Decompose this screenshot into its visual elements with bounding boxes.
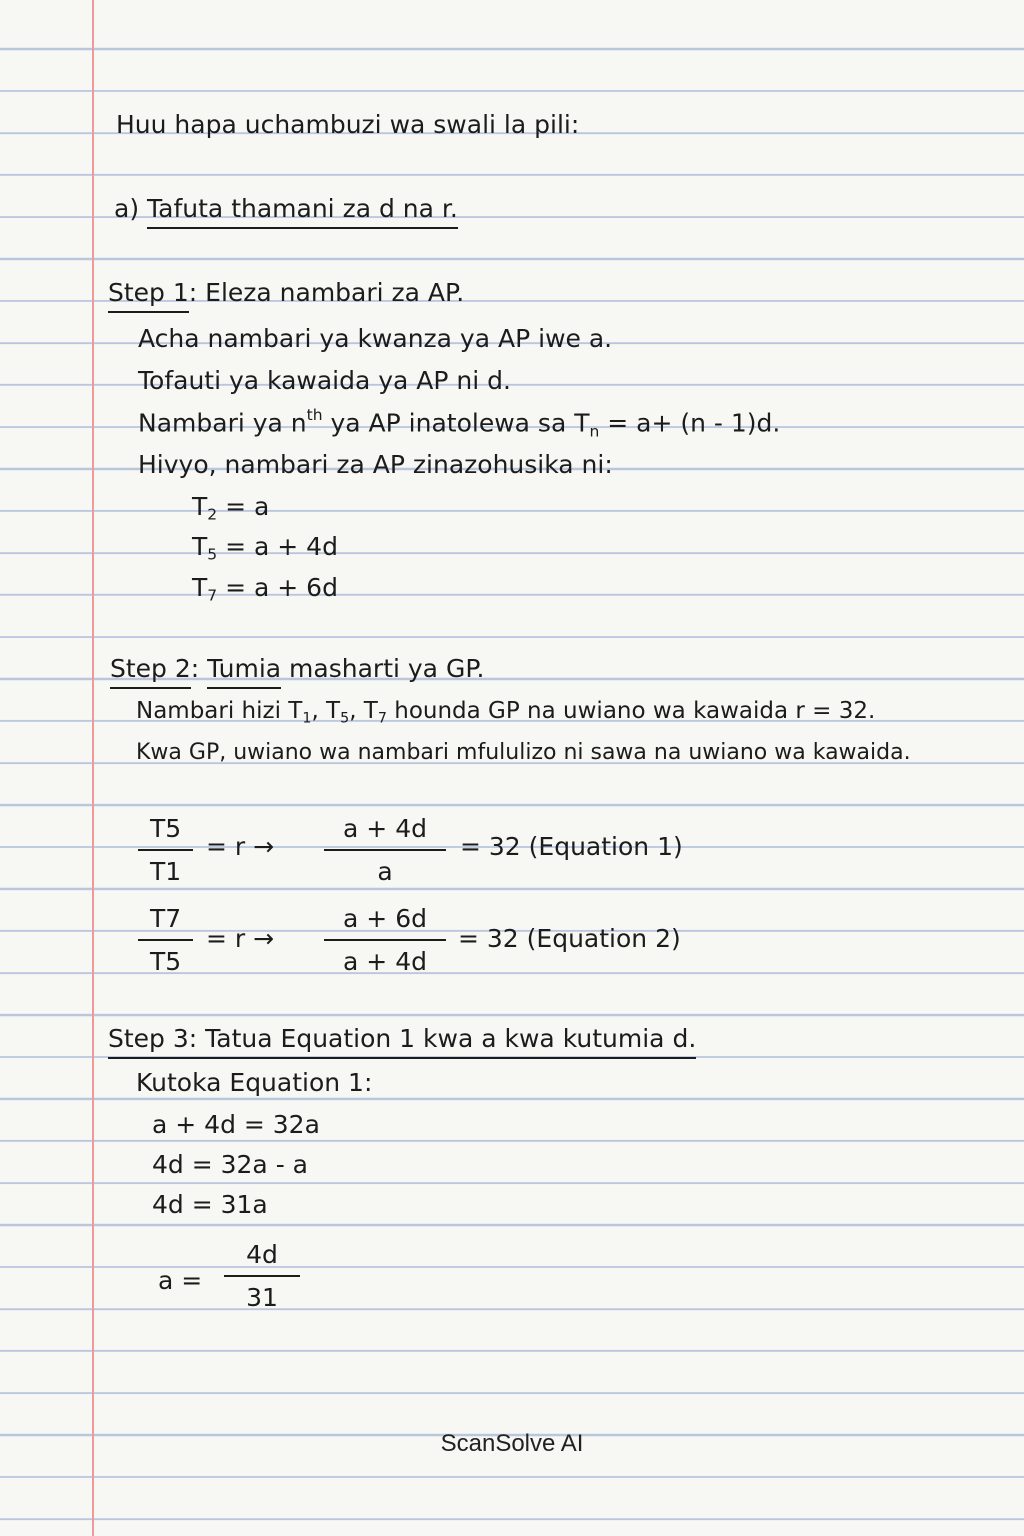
step3-final-lhs: a = (158, 1266, 203, 1295)
eq2-left-fraction (144, 904, 187, 976)
eq2-rhs: = 32 (Equation 2) (458, 924, 681, 953)
eq2-left-denominator: T5 (138, 939, 193, 976)
step2-line1-sep1: , T (311, 698, 341, 724)
step2-label: Step 2 (110, 654, 191, 689)
step3-line3: 4d = 32a - a (152, 1150, 308, 1179)
step1-eq-t2 (192, 494, 269, 523)
step1-line2: Tofauti ya kawaida ya AP ni d. (138, 366, 511, 395)
eq1-rhs: = 32 (Equation 1) (460, 832, 683, 861)
step1-line4: Hivyo, nambari za AP zinazohusika ni: (138, 450, 613, 479)
step2-line1-sub1: 1 (302, 710, 312, 727)
step1-line3-mid: ya AP inatolewa sa T (322, 408, 590, 438)
step2-title-post: masharti ya GP. (281, 654, 485, 683)
step1-eq-t7 (192, 575, 338, 604)
eq1-right-numerator: a + 4d (343, 814, 427, 843)
step3-line2: a + 4d = 32a (152, 1110, 320, 1139)
step1-line3-sub: n (589, 422, 600, 441)
step3-line1: Kutoka Equation 1: (136, 1068, 373, 1097)
eq-t5-sub: 5 (207, 545, 218, 564)
eq1-middle: = r → (206, 832, 275, 861)
step2-line1-post: hounda GP na uwiano wa kawaida r = 32. (386, 698, 876, 724)
eq1-right-denominator: a (324, 849, 446, 886)
step1-eq-t5 (192, 534, 338, 563)
step1-heading: Step 1: Eleza nambari za AP. (108, 280, 464, 305)
part-a-heading (114, 196, 458, 221)
eq-t7-symbol: T (192, 573, 208, 602)
eq1-left-denominator: T1 (138, 849, 193, 886)
eq-t2-sub: 2 (207, 505, 218, 524)
eq1-right-fraction (330, 814, 440, 886)
eq2-right-fraction (330, 904, 440, 976)
step1-line3-post: = a+ (n - 1)d. (599, 408, 781, 438)
step3-final-numerator: 4d (246, 1240, 278, 1269)
step1-line1: Acha nambari ya kwanza ya AP iwe a. (138, 324, 613, 353)
step3-heading: Step 3: Tatua Equation 1 kwa a kwa kutumia d. (108, 1026, 696, 1051)
step2-line1-sep2: , T (349, 698, 378, 724)
step2-heading: Step 2: Tumia masharti ya GP. (110, 656, 484, 681)
footer-brand: ScanSolve AI (440, 1430, 584, 1457)
part-a-label: a) (114, 194, 140, 223)
eq-t5-rhs: = a + 4d (217, 532, 338, 561)
step2-title-pre: Tumia (207, 654, 281, 689)
step3-title: Tatua Equation 1 kwa a kwa kutumia d. (205, 1024, 696, 1059)
eq1-left-numerator: T5 (150, 814, 182, 843)
step2-line1 (136, 700, 875, 726)
step1-line3 (138, 408, 780, 440)
step3-line4: 4d = 31a (152, 1190, 268, 1219)
step2-line1-sub3: 7 (377, 710, 387, 727)
eq1-left-fraction (144, 814, 187, 886)
eq-t2-symbol: T (192, 492, 208, 521)
eq-t2-rhs: = a (217, 492, 270, 521)
part-a-title: Tafuta thamani za d na r. (147, 194, 458, 229)
step3-final-fraction (230, 1240, 294, 1312)
eq2-right-numerator: a + 6d (343, 904, 427, 933)
eq-t7-rhs: = a + 6d (217, 573, 338, 602)
eq-t7-sub: 7 (207, 586, 218, 605)
eq2-left-numerator: T7 (150, 904, 182, 933)
step2-line2: Kwa GP, uwiano wa nambari mfululizo ni sawa na uwiano wa kawaida. (136, 740, 911, 765)
eq-t5-symbol: T (192, 532, 208, 561)
step1-line3-sup: th (306, 406, 323, 424)
step2-line1-pre: Nambari hizi T (136, 698, 303, 724)
step3-final-denominator: 31 (224, 1275, 300, 1312)
eq2-middle: = r → (206, 924, 275, 953)
step1-label: Step 1 (108, 278, 189, 313)
step3-label: Step 3 (108, 1024, 189, 1059)
page-margin-line (92, 0, 94, 1536)
step1-line3-pre: Nambari ya n (138, 408, 307, 438)
eq2-right-denominator: a + 4d (324, 939, 446, 976)
step1-title: Eleza nambari za AP. (205, 278, 465, 307)
intro-text: Huu hapa uchambuzi wa swali la pili: (116, 110, 580, 139)
step2-line1-sub2: 5 (340, 710, 350, 727)
